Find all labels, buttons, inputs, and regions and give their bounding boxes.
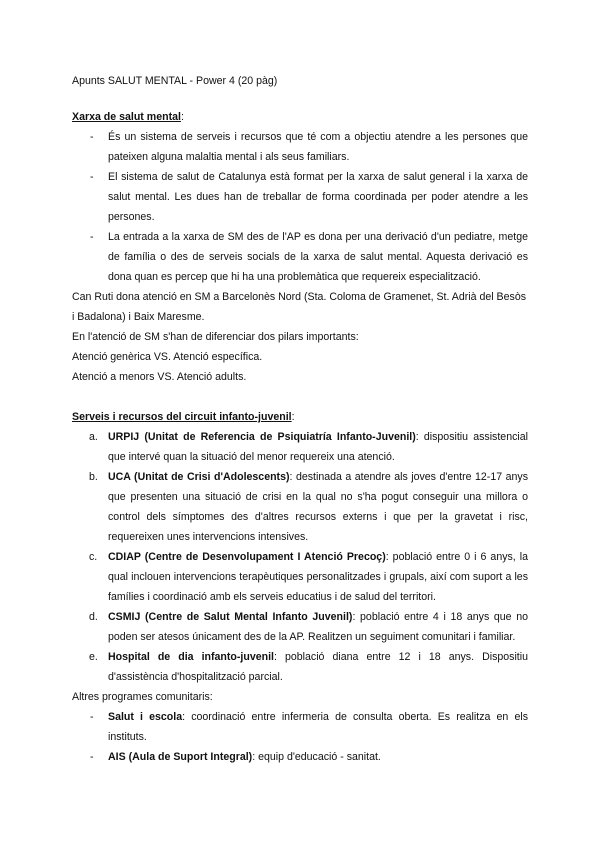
document-title: Apunts SALUT MENTAL - Power 4 (20 pàg) bbox=[72, 75, 278, 87]
paragraph-pilars: En l'atenció de SM s'han de diferenciar dos pilars importants: bbox=[72, 331, 359, 343]
dash-marker: - bbox=[90, 711, 94, 723]
list-item bbox=[72, 607, 528, 647]
alpha-marker: a. bbox=[89, 431, 98, 443]
list-item bbox=[72, 707, 528, 747]
alpha-marker: b. bbox=[89, 471, 98, 483]
paragraph-generica: Atenció genèrica VS. Atenció específica. bbox=[72, 351, 263, 363]
dash-marker: - bbox=[90, 751, 94, 763]
alpha-marker: e. bbox=[89, 651, 98, 663]
altres-programes-list bbox=[72, 707, 528, 767]
list-item bbox=[72, 547, 528, 607]
program-desc: : coordinació entre infermeria de consulta oberta. Es realitza en els instituts. bbox=[108, 711, 528, 743]
dash-marker: - bbox=[90, 131, 94, 143]
section-heading-serveis bbox=[72, 407, 528, 427]
list-item-text: El sistema de salut de Catalunya està format per la xarxa de salut general i la xarxa de salut mental. Les dues han de treballar de forma coordinada per poder atendre a les persones. bbox=[108, 171, 528, 223]
service-term: URPIJ (Unitat de Referencia de Psiquiatría Infanto-Juvenil) bbox=[108, 431, 416, 443]
program-term: Salut i escola bbox=[108, 711, 183, 723]
service-term: Hospital de dia infanto-juvenil bbox=[108, 651, 274, 663]
service-desc: : població entre 4 i 18 anys que no poden ser atesos únicament des de la AP. Realitzen un seguiment comunitari i familiar. bbox=[108, 611, 528, 643]
service-desc: : població diana entre 12 i 18 anys. Dispositiu d'assistència d'hospitalització parcial. bbox=[108, 651, 528, 683]
list-item bbox=[72, 747, 528, 767]
alpha-marker: d. bbox=[89, 611, 98, 623]
list-item bbox=[72, 427, 528, 467]
paragraph-menors: Atenció a menors VS. Atenció adults. bbox=[72, 371, 247, 383]
section-heading-xarxa bbox=[72, 107, 528, 127]
paragraph-altres-programes: Altres programes comunitaris: bbox=[72, 691, 213, 703]
document-body bbox=[72, 71, 528, 767]
paragraph-can-ruti: Can Ruti dona atenció en SM a Barcelonès Nord (Sta. Coloma de Gramenet, St. Adrià del Besòs i Badalona) i Baix Maresme. bbox=[72, 291, 527, 323]
section-heading-text: Serveis i recursos del circuit infanto-juvenil bbox=[72, 411, 292, 423]
list-item-text: És un sistema de serveis i recursos que té com a objectiu atendre a les persones que pateixen alguna malaltia mental i als seus familiars. bbox=[108, 131, 528, 163]
heading-colon: : bbox=[180, 111, 184, 123]
serveis-list bbox=[72, 427, 528, 687]
dash-marker: - bbox=[90, 171, 94, 183]
service-term: CSMIJ (Centre de Salut Mental Infanto Juvenil) bbox=[108, 611, 353, 623]
program-term: AIS (Aula de Suport Integral) bbox=[108, 751, 253, 763]
list-item bbox=[72, 127, 528, 167]
heading-colon: : bbox=[291, 411, 295, 423]
dash-marker: - bbox=[90, 231, 94, 243]
program-desc: : equip d'educació - sanitat. bbox=[252, 751, 381, 763]
service-desc: : destinada a atendre als joves d'entre 12-17 anys que presenten una situació de crisi en la qual no s'ha pogut conseguir una millora o control dels símptomes des d'altres recursos externs i que per la gravetat i risc, requereixen unes intervencions intensives. bbox=[108, 471, 528, 543]
service-desc: : població entre 0 i 6 anys, la qual inclouen intervencions terapèutiques personalitzades i grupals, així com suport a les famílies i coordinació amb els serveis educatius i de salud del territori. bbox=[108, 551, 528, 603]
list-item bbox=[72, 167, 528, 227]
service-desc: : dispositiu assistencial que intervé quan la situació del menor requereix una atenció. bbox=[108, 431, 528, 463]
service-term: CDIAP (Centre de Desenvolupament I Atenció Precoç) bbox=[108, 551, 386, 563]
spacer bbox=[72, 387, 528, 407]
list-item bbox=[72, 467, 528, 547]
section-heading-text: Xarxa de salut mental bbox=[72, 111, 181, 123]
list-item-text: La entrada a la xarxa de SM des de l'AP es dona per una derivació d'un pediatre, metge de família o des de serveis socials de la xarxa de salut mental. Aquesta derivació es dona quan es percep que hi ha una problemàtica que requereix especialització. bbox=[108, 231, 528, 283]
service-term: UCA (Unitat de Crisi d'Adolescents) bbox=[108, 471, 290, 483]
list-item bbox=[72, 227, 528, 287]
list-item bbox=[72, 647, 528, 687]
alpha-marker: c. bbox=[89, 551, 98, 563]
xarxa-bullet-list bbox=[72, 127, 528, 287]
